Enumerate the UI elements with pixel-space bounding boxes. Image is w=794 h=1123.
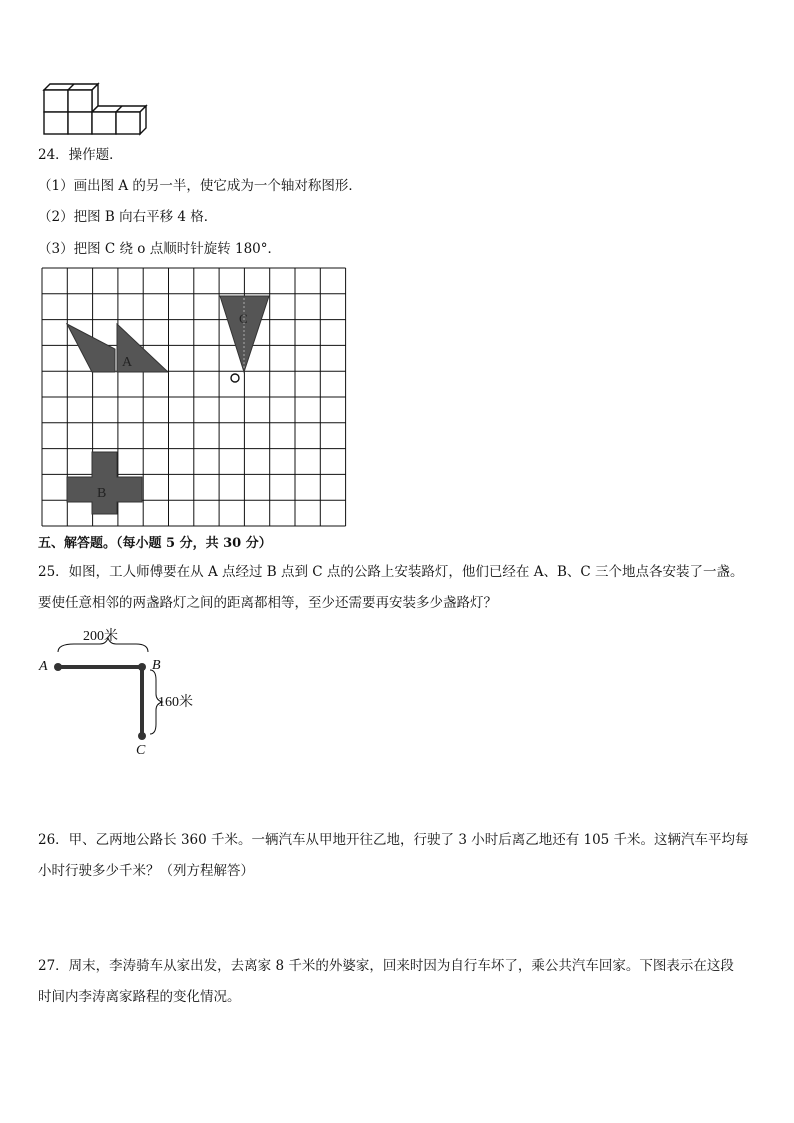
shape-b	[67, 452, 142, 514]
q24-title: 24．操作题．	[38, 147, 123, 163]
q24-item-3: （3）把图 C 绕 o 点顺时针旋转 180°．	[38, 241, 282, 257]
lamp-b	[138, 663, 146, 671]
shape-a	[67, 324, 115, 372]
q26-line-2: 小时行驶多少千米？（列方程解答）	[38, 863, 254, 879]
label-a: A	[39, 659, 48, 674]
q27-line-1: 27．周末，李涛骑车从家出发，去离家 8 千米的外婆家，回来时因为自行车坏了，乘公共汽车回家。下图表示在这段	[38, 958, 734, 974]
dist-bc-label: 160米	[158, 695, 193, 710]
shape-b-label: B	[97, 486, 107, 501]
label-b: B	[152, 658, 161, 673]
road-diagram	[36, 624, 216, 759]
section-5-heading: 五、解答题。（每小题 5 分，共 30 分）	[38, 536, 272, 551]
q25-line-2: 要使任意相邻的两盏路灯之间的距离都相等，至少还需要再安装多少盏路灯？	[38, 595, 497, 611]
label-c: C	[136, 743, 146, 758]
shape-c-label: C	[239, 311, 248, 326]
shape-a-label: A	[122, 355, 133, 370]
q26-line-1: 26．甲、乙两地公路长 360 千米。一辆汽车从甲地开往乙地，行驶了 3 小时后离乙地还有 105 千米。这辆汽车平均每	[38, 832, 749, 848]
point-o	[231, 374, 239, 382]
grid-figure	[40, 266, 354, 536]
q24-item-1: （1）画出图 A 的另一半，使它成为一个轴对称图形．	[38, 178, 362, 194]
lamp-a	[54, 663, 62, 671]
dist-ab-label: 200米	[83, 629, 118, 644]
q27-line-2: 时间内李涛离家路程的变化情况。	[38, 989, 241, 1005]
lamp-c	[138, 732, 146, 740]
q25-line-1: 25．如图，工人师傅要在从 A 点经过 B 点到 C 点的公路上安装路灯，他们已经在 A、B、C 三个地点各安装了一盏。	[38, 564, 744, 580]
cube-figure	[38, 80, 150, 136]
q24-item-2: （2）把图 B 向右平移 4 格．	[38, 209, 218, 225]
